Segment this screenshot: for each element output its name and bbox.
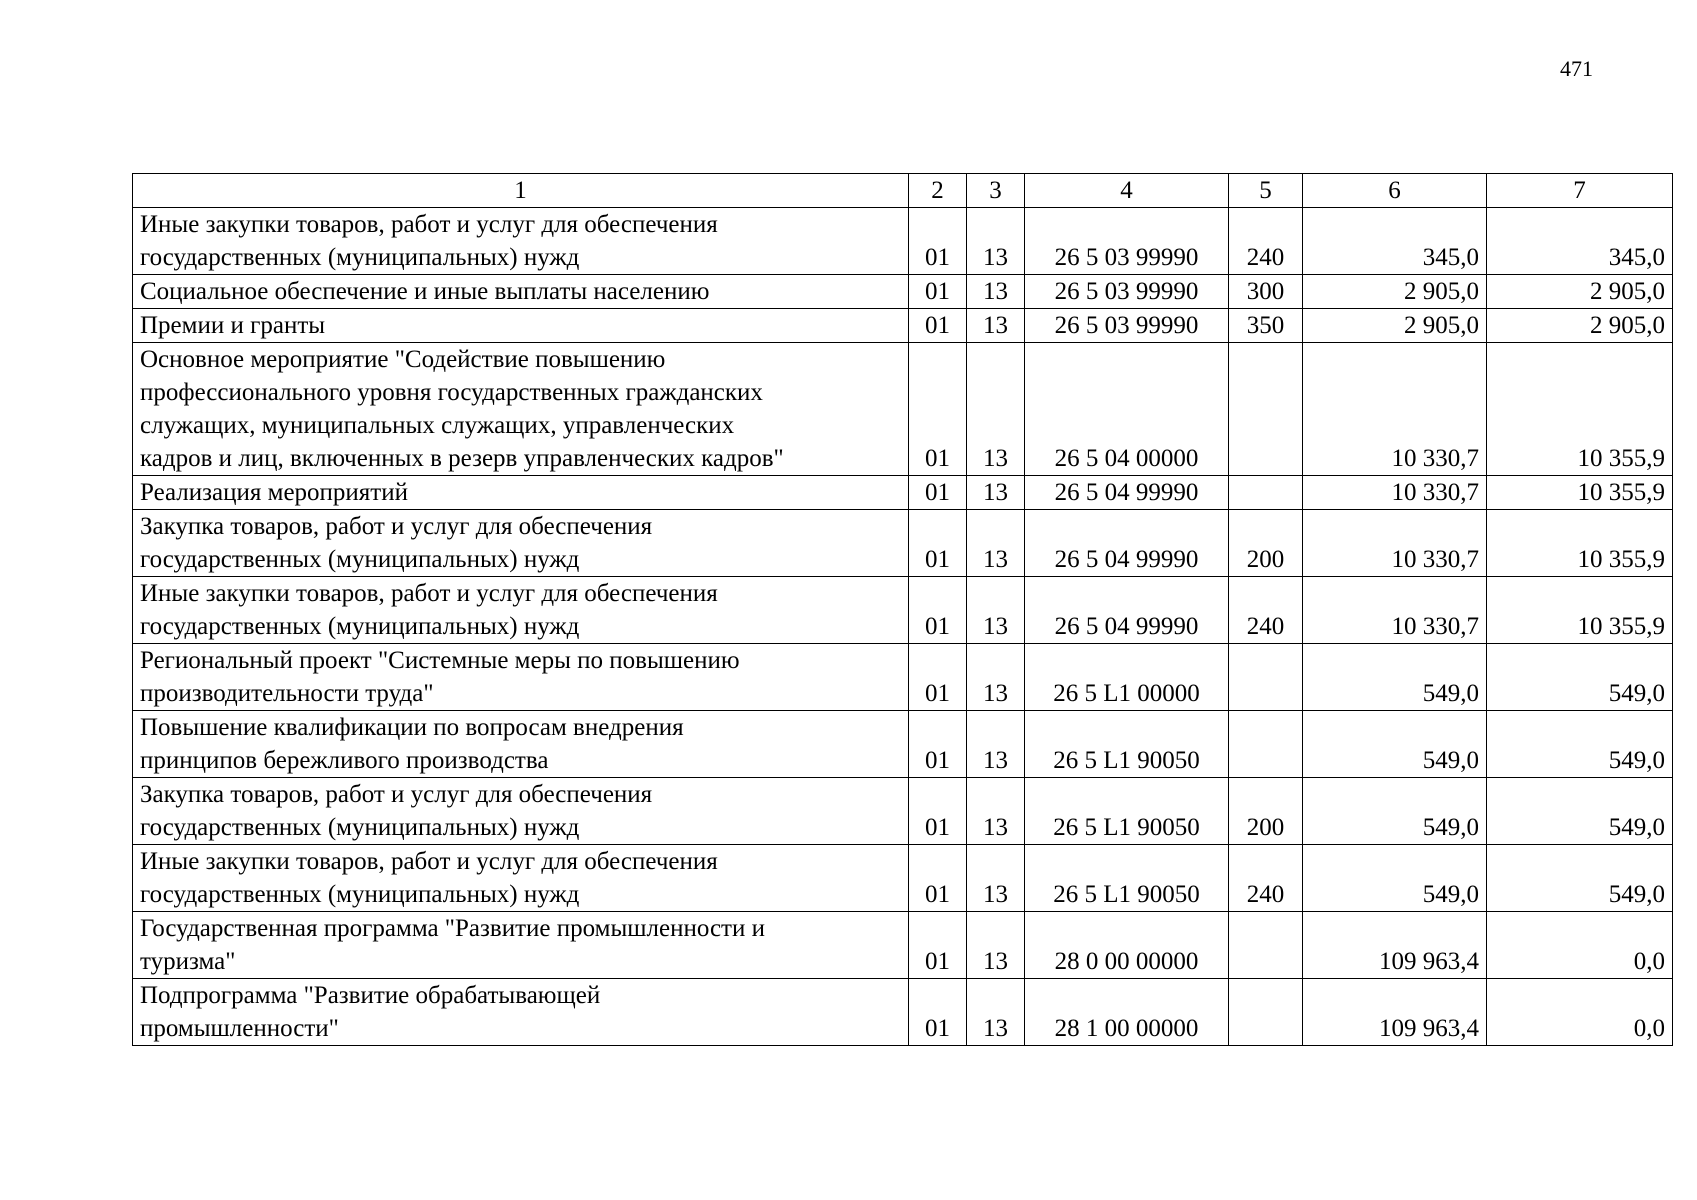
table-row	[133, 577, 1673, 644]
budget-table	[132, 173, 1673, 1046]
expense-type-code: 200	[1229, 778, 1303, 845]
subsection-code: 13	[967, 309, 1025, 343]
amount-col-7: 10 355,9	[1487, 510, 1673, 577]
target-article-code: 28 1 00 00000	[1025, 979, 1229, 1046]
expense-type-code	[1229, 343, 1303, 476]
amount-col-6: 549,0	[1303, 711, 1487, 778]
table-row	[133, 912, 1673, 979]
target-article-code: 26 5 04 99990	[1025, 476, 1229, 510]
amount-col-6: 2 905,0	[1303, 309, 1487, 343]
section-code: 01	[909, 476, 967, 510]
subsection-code: 13	[967, 979, 1025, 1046]
column-header: 3	[967, 174, 1025, 208]
item-name: Государственная программа "Развитие промышленности и туризма"	[133, 912, 909, 979]
section-code: 01	[909, 912, 967, 979]
expense-type-code: 300	[1229, 275, 1303, 309]
amount-col-7: 549,0	[1487, 644, 1673, 711]
column-header: 7	[1487, 174, 1673, 208]
subsection-code: 13	[967, 644, 1025, 711]
expense-type-code	[1229, 912, 1303, 979]
amount-col-7: 2 905,0	[1487, 275, 1673, 309]
section-code: 01	[909, 510, 967, 577]
target-article-code: 26 5 L1 90050	[1025, 711, 1229, 778]
amount-col-7: 549,0	[1487, 778, 1673, 845]
item-name: Реализация мероприятий	[133, 476, 909, 510]
item-name: Подпрограмма "Развитие обрабатывающей промышленности"	[133, 979, 909, 1046]
target-article-code: 26 5 L1 90050	[1025, 778, 1229, 845]
section-code: 01	[909, 845, 967, 912]
table-body	[133, 208, 1673, 1046]
table-row	[133, 778, 1673, 845]
item-name: Закупка товаров, работ и услуг для обеспечения государственных (муниципальных) нужд	[133, 510, 909, 577]
subsection-code: 13	[967, 208, 1025, 275]
table-row	[133, 644, 1673, 711]
target-article-code: 26 5 04 99990	[1025, 577, 1229, 644]
column-header: 4	[1025, 174, 1229, 208]
amount-col-6: 345,0	[1303, 208, 1487, 275]
expense-type-code	[1229, 979, 1303, 1046]
subsection-code: 13	[967, 778, 1025, 845]
table-row	[133, 510, 1673, 577]
section-code: 01	[909, 577, 967, 644]
subsection-code: 13	[967, 476, 1025, 510]
expense-type-code	[1229, 476, 1303, 510]
subsection-code: 13	[967, 275, 1025, 309]
section-code: 01	[909, 644, 967, 711]
amount-col-6: 549,0	[1303, 778, 1487, 845]
amount-col-7: 345,0	[1487, 208, 1673, 275]
expense-type-code: 350	[1229, 309, 1303, 343]
amount-col-7: 10 355,9	[1487, 577, 1673, 644]
subsection-code: 13	[967, 343, 1025, 476]
header-row	[133, 174, 1673, 208]
subsection-code: 13	[967, 711, 1025, 778]
target-article-code: 26 5 03 99990	[1025, 309, 1229, 343]
amount-col-6: 10 330,7	[1303, 343, 1487, 476]
subsection-code: 13	[967, 577, 1025, 644]
item-name: Повышение квалификации по вопросам внедрения принципов бережливого производства	[133, 711, 909, 778]
amount-col-6: 549,0	[1303, 644, 1487, 711]
subsection-code: 13	[967, 510, 1025, 577]
table-row	[133, 275, 1673, 309]
amount-col-6: 10 330,7	[1303, 476, 1487, 510]
section-code: 01	[909, 979, 967, 1046]
section-code: 01	[909, 309, 967, 343]
section-code: 01	[909, 343, 967, 476]
amount-col-6: 109 963,4	[1303, 979, 1487, 1046]
table-row	[133, 343, 1673, 476]
target-article-code: 28 0 00 00000	[1025, 912, 1229, 979]
item-name: Иные закупки товаров, работ и услуг для обеспечения государственных (муниципальных) нужд	[133, 845, 909, 912]
item-name: Премии и гранты	[133, 309, 909, 343]
column-header: 6	[1303, 174, 1487, 208]
table-row	[133, 711, 1673, 778]
section-code: 01	[909, 778, 967, 845]
column-header: 5	[1229, 174, 1303, 208]
expense-type-code: 200	[1229, 510, 1303, 577]
table-row	[133, 845, 1673, 912]
target-article-code: 26 5 L1 00000	[1025, 644, 1229, 711]
table-header	[133, 174, 1673, 208]
item-name: Иные закупки товаров, работ и услуг для обеспечения государственных (муниципальных) нужд	[133, 208, 909, 275]
amount-col-7: 10 355,9	[1487, 476, 1673, 510]
column-header: 2	[909, 174, 967, 208]
item-name: Основное мероприятие "Содействие повышению профессионального уровня государственных гражданских служащих, муниципальных служащих, управленческих кадров и лиц, включенных в резерв управленческих кадров"	[133, 343, 909, 476]
expense-type-code: 240	[1229, 577, 1303, 644]
target-article-code: 26 5 L1 90050	[1025, 845, 1229, 912]
section-code: 01	[909, 275, 967, 309]
amount-col-7: 0,0	[1487, 912, 1673, 979]
column-header: 1	[133, 174, 909, 208]
amount-col-7: 549,0	[1487, 711, 1673, 778]
amount-col-6: 10 330,7	[1303, 510, 1487, 577]
section-code: 01	[909, 711, 967, 778]
target-article-code: 26 5 04 99990	[1025, 510, 1229, 577]
item-name: Закупка товаров, работ и услуг для обеспечения государственных (муниципальных) нужд	[133, 778, 909, 845]
expense-type-code	[1229, 644, 1303, 711]
section-code: 01	[909, 208, 967, 275]
expense-type-code: 240	[1229, 208, 1303, 275]
table-row	[133, 476, 1673, 510]
item-name: Региональный проект "Системные меры по повышению производительности труда"	[133, 644, 909, 711]
amount-col-6: 2 905,0	[1303, 275, 1487, 309]
item-name: Социальное обеспечение и иные выплаты населению	[133, 275, 909, 309]
table-row	[133, 208, 1673, 275]
amount-col-7: 2 905,0	[1487, 309, 1673, 343]
subsection-code: 13	[967, 912, 1025, 979]
expense-type-code	[1229, 711, 1303, 778]
amount-col-6: 10 330,7	[1303, 577, 1487, 644]
amount-col-7: 0,0	[1487, 979, 1673, 1046]
amount-col-6: 109 963,4	[1303, 912, 1487, 979]
amount-col-7: 10 355,9	[1487, 343, 1673, 476]
table-row	[133, 979, 1673, 1046]
amount-col-7: 549,0	[1487, 845, 1673, 912]
table-row	[133, 309, 1673, 343]
item-name: Иные закупки товаров, работ и услуг для обеспечения государственных (муниципальных) нужд	[133, 577, 909, 644]
amount-col-6: 549,0	[1303, 845, 1487, 912]
page-number: 471	[1560, 56, 1593, 81]
subsection-code: 13	[967, 845, 1025, 912]
target-article-code: 26 5 04 00000	[1025, 343, 1229, 476]
target-article-code: 26 5 03 99990	[1025, 275, 1229, 309]
target-article-code: 26 5 03 99990	[1025, 208, 1229, 275]
expense-type-code: 240	[1229, 845, 1303, 912]
